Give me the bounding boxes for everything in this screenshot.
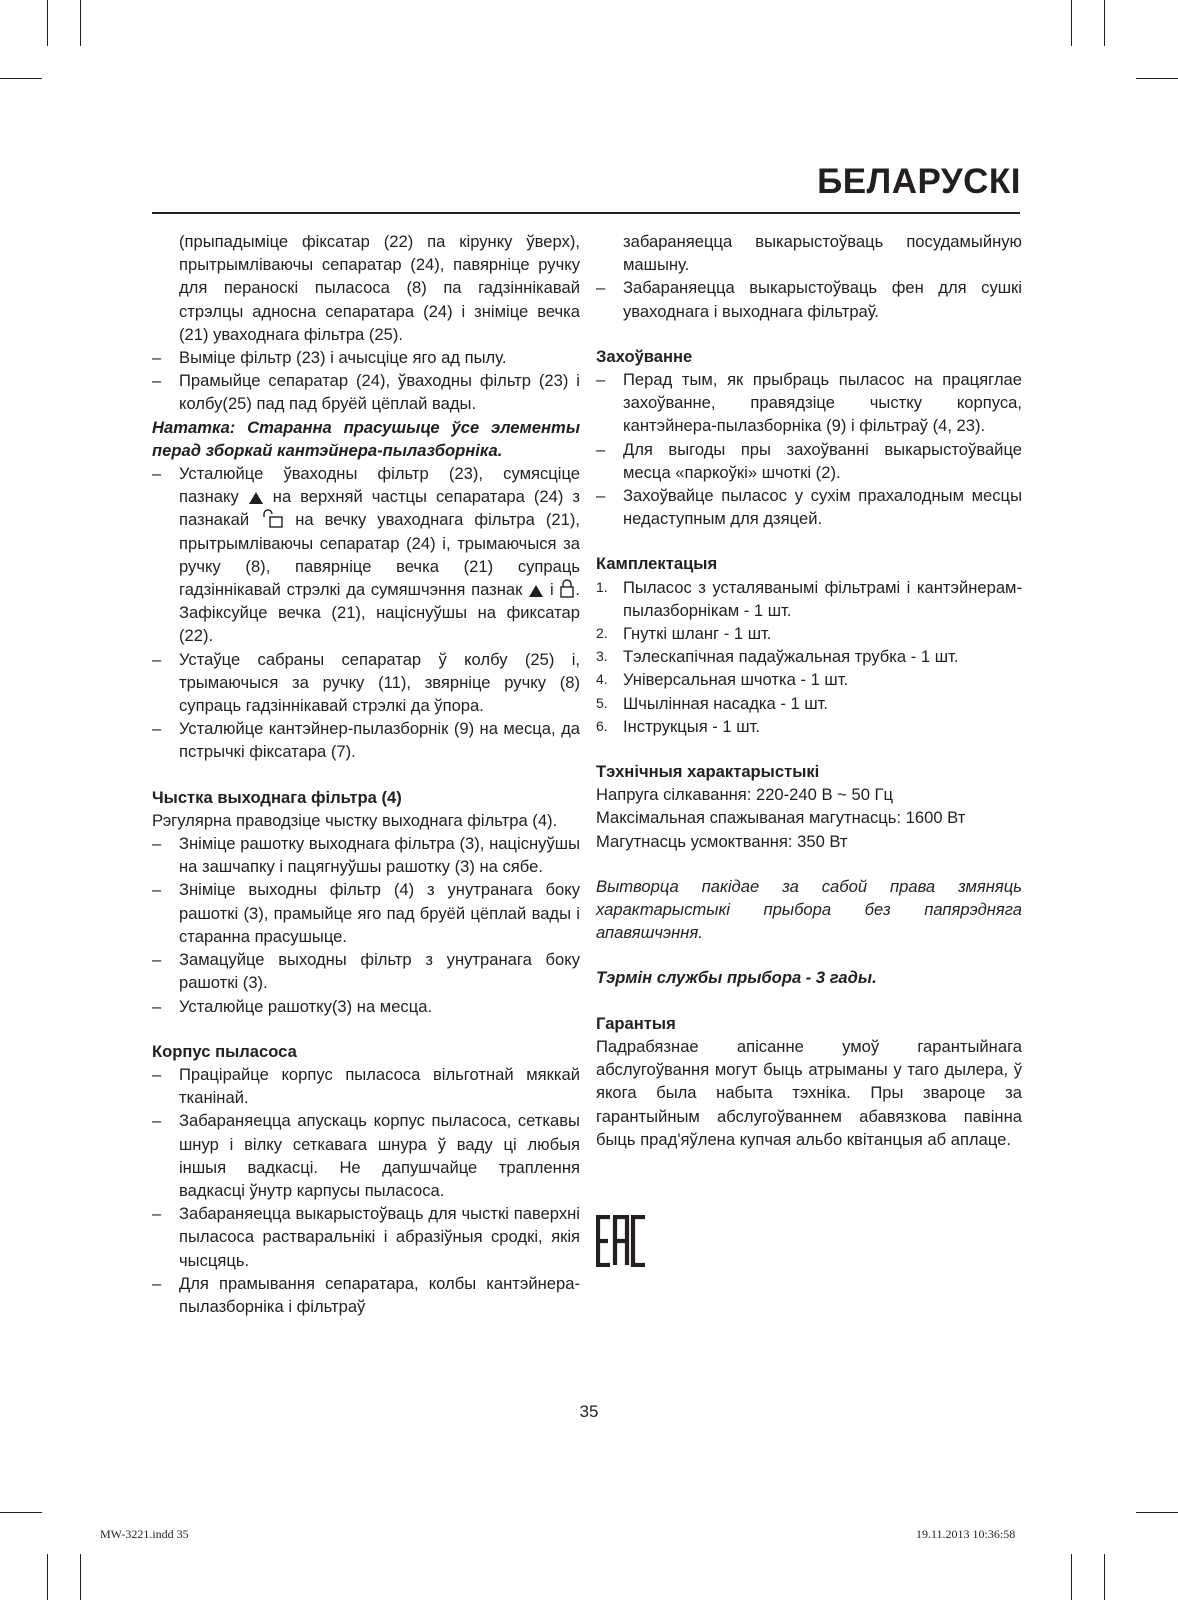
install-text: . Зафіксуйце вечка (21), націснуўшы на фиксатар (22). bbox=[179, 580, 580, 646]
list-item: – Забараняецца выкарыстоўваць для чысткі паверхні пыласоса растваральнікі і абразіўныя сродкі, якія чысцяць. bbox=[152, 1202, 580, 1272]
kit-item-text: Універсальная шчотка - 1 шт. bbox=[623, 670, 849, 690]
kit-item bbox=[596, 715, 1022, 738]
header-rule bbox=[152, 212, 1020, 214]
kit-item bbox=[596, 668, 1022, 691]
cleaning-steps-list bbox=[152, 346, 580, 416]
crop-mark bbox=[0, 78, 42, 79]
manufacturer-disclaimer: Вытворца пакідае за сабой права змяняць характарыстыкі прыбора без папярэдняга апавяшчэння. bbox=[596, 876, 1022, 943]
kit-item-number: 4. bbox=[596, 671, 608, 688]
list-item: – Усталюйце кантэйнер-пылазборнік (9) на месца, да пстрычкі фіксатара (7). bbox=[152, 717, 580, 763]
continuation-text: забараняецца выкарыстоўваць посудамыйную машыну. bbox=[623, 232, 1022, 275]
section-title-specs: Тэхнічныя характарыстыкі bbox=[596, 762, 820, 782]
list-item: – Замацуйце выходны фільтр з унутранага боку рашоткі (3). bbox=[152, 948, 580, 994]
list-item: – Выміце фільтр (23) і ачысціце яго ад пылу. bbox=[152, 346, 580, 369]
drying-list bbox=[596, 276, 1022, 322]
crop-mark bbox=[47, 1554, 48, 1600]
list-item: – Забараняецца выкарыстоўваць фен для сушкі уваходнага і выходнага фільтраў. bbox=[596, 276, 1022, 322]
page-number: 35 bbox=[579, 1402, 599, 1421]
page-title: БЕЛАРУСКІ bbox=[817, 162, 1021, 201]
crop-mark bbox=[80, 0, 81, 46]
crop-mark bbox=[1071, 1554, 1072, 1600]
kit-item-number: 3. bbox=[596, 648, 608, 665]
kit-item-number: 2. bbox=[596, 625, 608, 642]
kit-item-text: Інструкцыя - 1 шт. bbox=[623, 716, 760, 736]
list-item: – Устаўце сабраны сепаратар ў колбу (25) і, трымаючыся за ручку (11), звярніце ручку (8) супраць гадзіннікавай стрэлкі да ўпора. bbox=[152, 648, 580, 718]
list-item: – Працірайце корпус пыласоса вільготнай мяккай тканінай. bbox=[152, 1063, 580, 1109]
install-text: Усталюйце ўваходны фільтр (23), сумясціце пазнаку bbox=[179, 464, 580, 507]
warranty-text: Падрабязнае апісанне умоў гарантыйнага абслугоўвання могут быць атрыманы у таго дылера, ў якога была набыта тэхніка. Пры звароце за гарантыйным абслугоўваннем абавязкова павінна быць прад'яўлена купчая альбо квітанцыя аб аплаце. bbox=[596, 1036, 1022, 1149]
list-item: – Забараняецца апускаць корпус пыласоса, сеткавы шнур і вілку сеткавага шнура ў ваду ці любыя іншыя вадкасці. Не дапушчайце траплення вадкасці ўнутр карпусы пыласоса. bbox=[152, 1109, 580, 1202]
section-title-warranty: Гарантыя bbox=[596, 1013, 676, 1033]
kit-item-number: 6. bbox=[596, 717, 608, 734]
kit-item bbox=[596, 622, 1022, 645]
list-item: – Захоўвайце пыласос у сухім прахалодным месцы недаступным для дзяцей. bbox=[596, 484, 1022, 530]
list-item: – Перад тым, як прыбраць пыласос на працяглае захоўванне, правядзіце чыстку корпуса, кантэйнера-пылазборніка (9) і фільтраў (4, 23). bbox=[596, 368, 1022, 438]
closed-lock-icon bbox=[559, 578, 575, 598]
triangle-mark-icon bbox=[248, 491, 264, 505]
footer-timestamp: 19.11.2013 10:36:58 bbox=[916, 1527, 1016, 1541]
spec-line: Магутнасць усмоктвання: 350 Вт bbox=[596, 831, 848, 851]
kit-item-text: Гнуткі шланг - 1 шт. bbox=[623, 624, 772, 644]
kit-item-text: Тэлескапічная падаўжальная трубка - 1 шт. bbox=[623, 647, 959, 667]
kit-item bbox=[596, 645, 1022, 668]
list-item: – Зніміце выходны фільтр (4) з унутранага боку рашоткі (3), прамыйце яго пад бруёй цёплай вады і старанна прасушыце. bbox=[152, 878, 580, 948]
list-item-install-filter bbox=[152, 462, 580, 648]
kit-item bbox=[596, 692, 1022, 715]
right-column bbox=[596, 230, 1022, 1151]
crop-mark bbox=[1136, 78, 1178, 79]
install-text: і bbox=[549, 580, 554, 600]
section-title-kit: Камплектацыя bbox=[596, 554, 718, 574]
eac-mark-icon bbox=[596, 1215, 648, 1267]
list-item: – Для прамывання сепаратара, колбы кантэйнера-пылазборніка і фільтраў bbox=[152, 1272, 580, 1318]
crop-mark bbox=[1104, 0, 1105, 46]
list-item: – Усталюйце рашотку(3) на месца. bbox=[152, 995, 580, 1018]
section-title-storage: Захоўванне bbox=[596, 346, 693, 366]
left-column bbox=[152, 230, 580, 1318]
spec-line: Напруга сілкавання: 220-240 В ~ 50 Гц bbox=[596, 785, 894, 805]
list-item: – Зніміце рашотку выходнага фільтра (3), націснуўшы на зашчапку і пацягнуўшы рашотку (3) на сябе. bbox=[152, 832, 580, 878]
kit-item-text: Пыласос з усталяванымі фільтрамі і кантэйнерам-пылазборнікам - 1 шт. bbox=[623, 577, 1022, 620]
crop-mark bbox=[80, 1554, 81, 1600]
crop-mark bbox=[47, 0, 48, 46]
intro-continuation: (прыпадыміце фіксатар (22) па кірунку ўверх), прытрымліваючы сепаратар (24), павярніце ручку для пераноскі пыласоса (8) па гадзіннікавай стрэлцы адносна сепаратара (24) і зніміце вечка (21) уваходнага фільтра (25). bbox=[179, 232, 580, 344]
kit-item bbox=[596, 576, 1022, 622]
assembly-note: Нататка: Старанна прасушыце ўсе элементы перад зборкай кантэйнера-пылазборніка. bbox=[152, 417, 580, 460]
section-title-filter: Чыстка выходнага фільтра (4) bbox=[152, 787, 402, 807]
section-title-body: Корпус пыласоса bbox=[152, 1041, 297, 1061]
list-item: – Прамыйце сепаратар (24), ўваходны фільтр (23) і колбу(25) пад пад бруёй цёплай вады. bbox=[152, 369, 580, 415]
triangle-mark-icon bbox=[528, 584, 544, 598]
body-care-list bbox=[152, 1063, 580, 1318]
crop-mark bbox=[1071, 0, 1072, 46]
spec-line: Максімальная спажываная магутнасць: 1600 Вт bbox=[596, 808, 966, 828]
filter-intro: Рэгулярна праводзіце чыстку выходнага фільтра (4). bbox=[152, 810, 558, 830]
open-lock-icon bbox=[260, 508, 284, 528]
list-item: – Для выгоды пры захоўванні выкарыстоўвайце месца «паркоўкі» шчоткі (2). bbox=[596, 438, 1022, 484]
kit-item-number: 5. bbox=[596, 694, 608, 711]
install-text: на верхняй частцы сепаратара (24) з пазнакай bbox=[179, 487, 580, 530]
kit-item-text: Шчылінная насадка - 1 шт. bbox=[623, 693, 829, 713]
footer-file: MW-3221.indd 35 bbox=[100, 1527, 189, 1541]
kit-list bbox=[596, 576, 1022, 738]
filter-steps-list bbox=[152, 832, 580, 1018]
crop-mark bbox=[0, 1512, 42, 1513]
crop-mark bbox=[1104, 1554, 1105, 1600]
service-life: Тэрмін службы прыбора - 3 гады. bbox=[596, 968, 877, 988]
install-text: на вечку уваходнага фільтра (21), прытрымліваючы сепаратар (24) і, трымаючыся за ручку (8), павярніце вечка (21) супраць гадзіннікавай стрэлкі да сумяшчэння пазнак bbox=[179, 510, 580, 600]
crop-mark bbox=[1136, 1512, 1178, 1513]
assembly-steps-list bbox=[152, 462, 580, 764]
storage-list bbox=[596, 368, 1022, 530]
kit-item-number: 1. bbox=[596, 578, 608, 595]
